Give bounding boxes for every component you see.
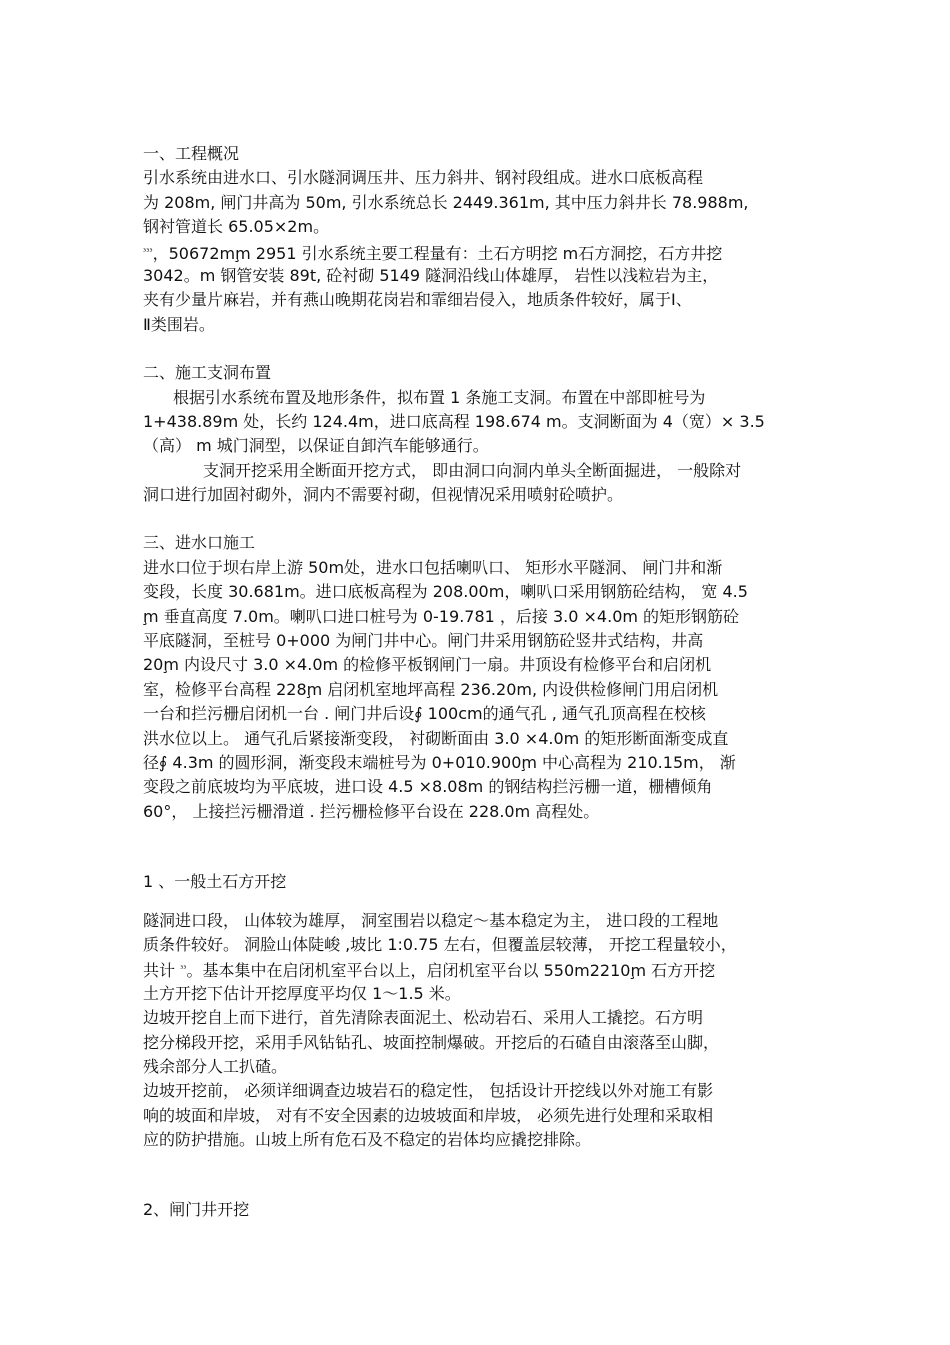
section-heading-intake: 三、进水口施工	[143, 533, 256, 553]
paragraph-line: 变段之前底坡均为平底坡，进口设 4.5 ×8.08m 的钢结构拦污栅一道，栅槽倾角	[143, 777, 713, 797]
spacer	[143, 1152, 823, 1198]
paragraph-line: 20m̧ 内设尺寸 3.0 ×4.0m 的检修平板钢闸门一扇。井顶设有检修平台和启闭机	[143, 655, 712, 675]
paragraph-line	[143, 240, 823, 264]
superscript-mark: ³³³	[143, 246, 153, 256]
document-page	[143, 142, 823, 1223]
paragraph-line: 3042。m 钢管安装 89t, 砼衬砌 5149 隧洞沿线山体雄厚， 岩性以浅粒岩为主，	[143, 265, 719, 285]
paragraph-line: 挖分梯段开挖，采用手风钻钻孔、坡面控制爆破。开挖后的石碴自由滚落至山脚，	[143, 1032, 720, 1052]
paragraph-line: 根据引水系统布置及地形条件，拟布置 1 条施工支洞。布置在中部即桩号为	[173, 387, 706, 407]
paragraph-line: Ⅱ类围岩。	[143, 314, 215, 334]
paragraph-line: （高） m 城门洞型，以保证自卸汽车能够通行。	[143, 436, 489, 456]
paragraph-line: 进水口位于坝右岸上游 50m处，进水口包括喇叭口、 矩形水平隧洞、 闸门井和渐	[143, 557, 723, 577]
paragraph-line: 质条件较好。 洞脸山体陡峻 ,坡比 1:0.75 左右，但覆盖层较薄， 开挖工程量较小，	[143, 934, 737, 954]
paragraph-line: 钢衬管道长 65.05×2m。	[143, 217, 330, 237]
paragraph-line: 残余部分人工扒碴。	[143, 1056, 288, 1076]
spacer	[143, 337, 823, 361]
paragraph-line: 径∮ 4.3m 的圆形洞，渐变段末端桩号为 0+010.900m̧ 中心高程为 210.15m， 渐	[143, 752, 736, 772]
paragraph-line: 夹有少量片麻岩，并有燕山晚期花岗岩和霏细岩侵入，地质条件较好，属于Ⅰ、	[143, 290, 692, 310]
section-heading-gate-shaft-excavation: 2、闸门井开挖	[143, 1200, 250, 1220]
section-heading-adit-layout: 二、施工支洞布置	[143, 363, 272, 383]
spacer	[143, 507, 823, 531]
spacer	[143, 895, 823, 909]
paragraph-text: 。基本集中在启闭机室平台以上，启闭机室平台以 550m2210m̧ 石方开挖	[186, 961, 716, 981]
paragraph-text: ，50672mm̧ 2951 引水系统主要工程量有：土石方明挖 m石方洞挖，石方井挖	[152, 243, 723, 263]
paragraph-text: 共计	[143, 961, 181, 981]
paragraph-line: 隧洞进口段， 山体较为雄厚， 洞室围岩以稳定～基本稳定为主， 进口段的工程地	[143, 910, 719, 930]
paragraph-line: 引水系统由进水口、引水隧洞调压井、压力斜井、钢衬段组成。进水口底板高程	[143, 168, 704, 188]
paragraph-line: 应的防护措施。山坡上所有危石及不稳定的岩体均应撬挖排除。	[143, 1130, 592, 1150]
superscript-mark: ³³	[180, 964, 187, 974]
paragraph-line: 1+438.89m 处，长约 124.4m，进口底高程 198.674 m。支洞断面为 4（宽）× 3.5	[143, 411, 765, 431]
paragraph-line: 60°， 上接拦污栅滑道 . 拦污栅检修平台设在 228.0m 高程处。	[143, 801, 600, 821]
paragraph-line	[143, 957, 823, 981]
paragraph-line: 土方开挖下估计开挖厚度平均仅 1～1.5 米。	[143, 983, 461, 1003]
paragraph-line: 室，检修平台高程 228m̧ 启闭机室地坪高程 236.20m, 内设供检修闸门用启闭机	[143, 679, 719, 699]
paragraph-line: 边坡开挖自上而下进行，首先清除表面泥土、松动岩石、采用人工撬挖。石方明	[143, 1008, 704, 1028]
paragraph-line: 平底隧洞，至桩号 0+000 为闸门井中心。闸门井采用钢筋砼竖井式结构，井高	[143, 631, 704, 651]
paragraph-line: m̧ 垂直高度 7.0m。喇叭口进口桩号为 0-19.781 ，后接 3.0 ×4.0m 的矩形钢筋砼	[143, 606, 740, 626]
section-heading-earth-rock-excavation: 1 、一般土石方开挖	[143, 872, 287, 892]
paragraph-line: 变段，长度 30.681m。进口底板高程为 208.00m，喇叭口采用钢筋砼结构， 宽 4.5	[143, 582, 748, 602]
paragraph-line: 支洞开挖采用全断面开挖方式， 即由洞口向洞内单头全断面掘进， 一般除对	[203, 460, 742, 480]
paragraph-line: 洪水位以上。 通气孔后紧接渐变段， 衬砌断面由 3.0 ×4.0m 的矩形断面渐变成直	[143, 728, 729, 748]
spacer	[143, 824, 823, 870]
paragraph-line: 洞口进行加固衬砌外，洞内不需要衬砌，但视情况采用喷射砼喷护。	[143, 485, 624, 505]
paragraph-line: 响的坡面和岸坡， 对有不安全因素的边坡坡面和岸坡， 必须先进行处理和采取相	[143, 1105, 714, 1125]
paragraph-line: 一台和拦污栅启闭机一台 . 闸门井后设∮ 100cm的通气孔 , 通气孔顶高程在校核	[143, 704, 706, 724]
paragraph-line: 边坡开挖前， 必须详细调查边坡岩石的稳定性， 包括设计开挖线以外对施工有影	[143, 1081, 714, 1101]
section-heading-overview: 一、工程概况	[143, 144, 240, 163]
paragraph-line: 为 208m, 闸门井高为 50m, 引水系统总长 2449.361m, 其中压力斜井长 78.988m,	[143, 192, 749, 212]
